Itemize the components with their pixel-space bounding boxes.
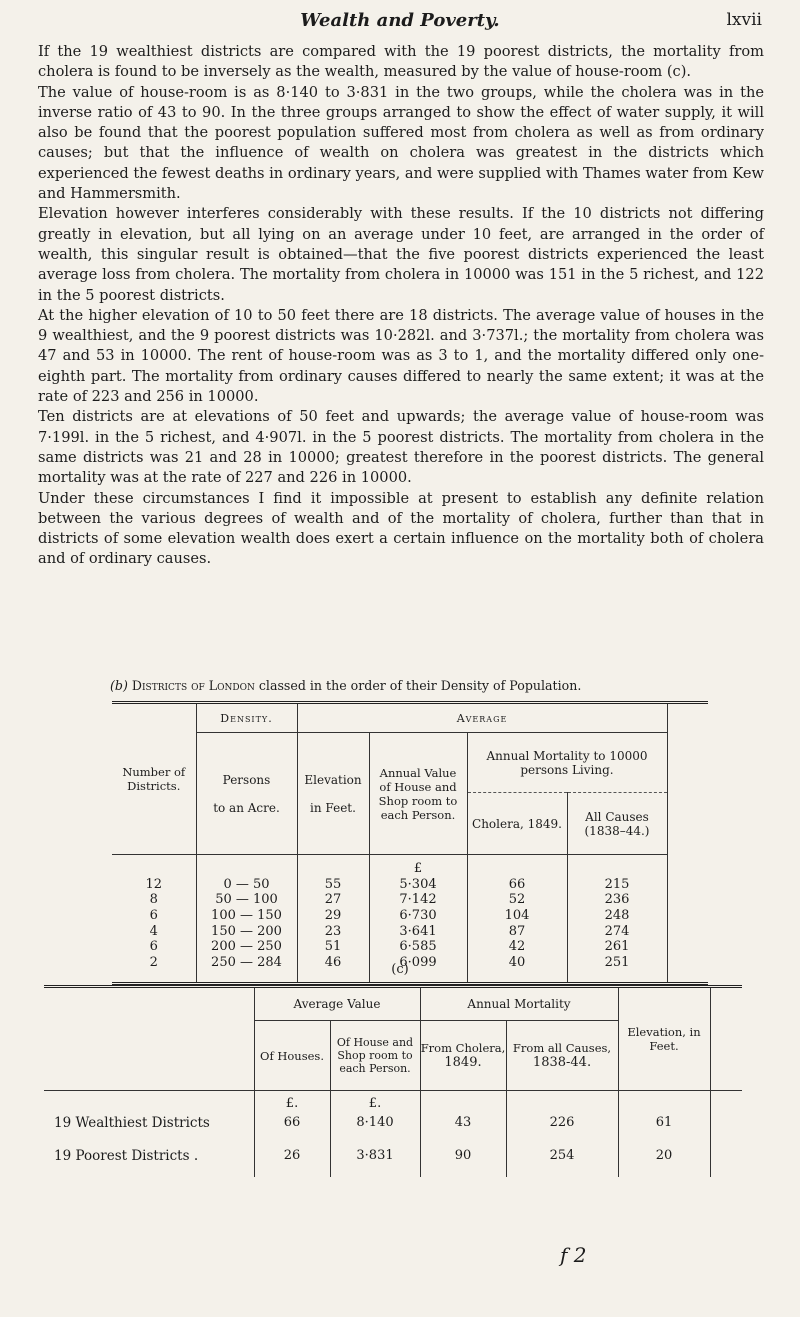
table-row: 4 150 — 200 23 3·641 87 274 xyxy=(112,923,708,939)
table-row: 8 50 — 100 27 7·142 52 236 xyxy=(112,892,708,908)
paragraph: Under these circumstances I find it impossible at present to establish any definite relation between the various degrees of wealth and of the mortality of cholera, further than that in districts of some elevation wealth does exert a certain influence on the mortality both of cholera and of ordinary causes. xyxy=(38,489,764,568)
currency-symbol: £ xyxy=(369,855,467,877)
page-number: lxvii xyxy=(726,10,762,30)
table-c-label: (c) xyxy=(391,962,409,977)
page-title: Wealth and Poverty. xyxy=(300,10,500,31)
col-header-all-causes: From all Causes, 1838-44. xyxy=(506,1021,618,1091)
group-header-average: Average xyxy=(297,703,667,733)
group-header-average-value: Average Value xyxy=(254,987,420,1021)
col-header-all-causes: All Causes (1838–44.) xyxy=(567,793,667,855)
col-header-value: Annual Value of House and Shop room to each Person. xyxy=(369,733,467,855)
col-header-elevation-feet: Elevation, in Feet. xyxy=(618,987,710,1091)
col-header-houses: Of Houses. xyxy=(254,1021,330,1091)
table-row: 6 100 — 150 29 6·730 104 248 xyxy=(112,908,708,924)
col-header-number: Number of Districts. xyxy=(112,703,196,855)
table-row: 2 250 — 284 46 6·099 40 251 xyxy=(112,955,708,984)
paragraph: Ten districts are at elevations of 50 feet and upwards; the average value of house-room was 7·199l. in the 5 richest, and 4·907l. in the 5 poorest districts. The mortality from cholera in the same districts was 21 and 28 in 10000; greatest therefore in the poorest districts. The general mortality was at the rate of 227 and 226 in 10000. xyxy=(38,408,764,487)
wealth-comparison-table xyxy=(44,985,742,1177)
col-header-mortality: Annual Mortality to 10000 persons Living. xyxy=(486,748,648,777)
table-row: 12 0 — 50 55 5·304 66 215 xyxy=(112,877,708,893)
currency-symbol: £. xyxy=(330,1091,420,1111)
table-row: 19 Poorest Districts . 26 3·831 90 254 20 xyxy=(44,1135,742,1177)
col-header-cholera: From Cholera, 1849. xyxy=(420,1021,506,1091)
density-table xyxy=(112,701,708,985)
printer-signature: f 2 xyxy=(560,1243,587,1267)
table-b-caption xyxy=(110,678,730,693)
currency-symbol: £. xyxy=(254,1091,330,1111)
running-header xyxy=(38,10,762,36)
col-header-elevation: Elevation in Feet. xyxy=(297,733,369,855)
paragraph: If the 19 wealthiest districts are compared with the 19 poorest districts, the mortality from cholera is found to be inversely as the wealth, measured by the value of house-room (c). xyxy=(38,43,764,81)
body-text xyxy=(38,42,764,570)
col-header-house-shop: Of House and Shop room to each Person. xyxy=(330,1021,420,1091)
caption-title: Districts of London xyxy=(131,678,255,693)
caption-rest: classed in the order of their Density of Population. xyxy=(258,678,582,693)
col-header-cholera: Cholera, 1849. xyxy=(467,793,567,855)
table-row: 6 200 — 250 51 6·585 42 261 xyxy=(112,939,708,955)
caption-prefix: (b) xyxy=(110,678,128,693)
group-header-density: Density. xyxy=(196,703,297,733)
paragraph: The value of house-room is as 8·140 to 3·831 in the two groups, while the cholera was in the inverse ratio of 43 to 90. In the three groups arranged to show the effect of water supply, it will also be found that the poorest population suffered most from cholera as well as from ordinary causes; but that the influence of wealth on cholera was greatest in the districts which experienced the fewest deaths in ordinary years, and were supplied with Thames water from Kew and Hammersmith. xyxy=(38,83,764,203)
paragraph: At the higher elevation of 10 to 50 feet there are 18 districts. The average value of houses in the 9 wealthiest, and the 9 poorest districts was 10·282l. and 3·737l.; the mortality from cholera was 47 and 53 in 10000. The rent of house-room was as 3 to 1, and the mortality differed only one-eighth part. The mortality from ordinary causes differed to nearly the same extent; it was at the rate of 223 and 256 in 10000. xyxy=(38,306,764,406)
table-row: 19 Wealthiest Districts 66 8·140 43 226 61 xyxy=(44,1111,742,1135)
group-header-annual-mortality: Annual Mortality xyxy=(420,987,618,1021)
col-header-persons: Persons to an Acre. xyxy=(196,733,297,855)
paragraph: Elevation however interferes considerably with these results. If the 10 districts not differing greatly in elevation, but all lying on an average under 10 feet, are arranged in the order of wealth, this singular result is obtained—that the five poorest districts experienced the least average loss from cholera. The mortality from cholera in 10000 was 151 in the 5 richest, and 122 in the 5 poorest districts. xyxy=(38,205,764,304)
